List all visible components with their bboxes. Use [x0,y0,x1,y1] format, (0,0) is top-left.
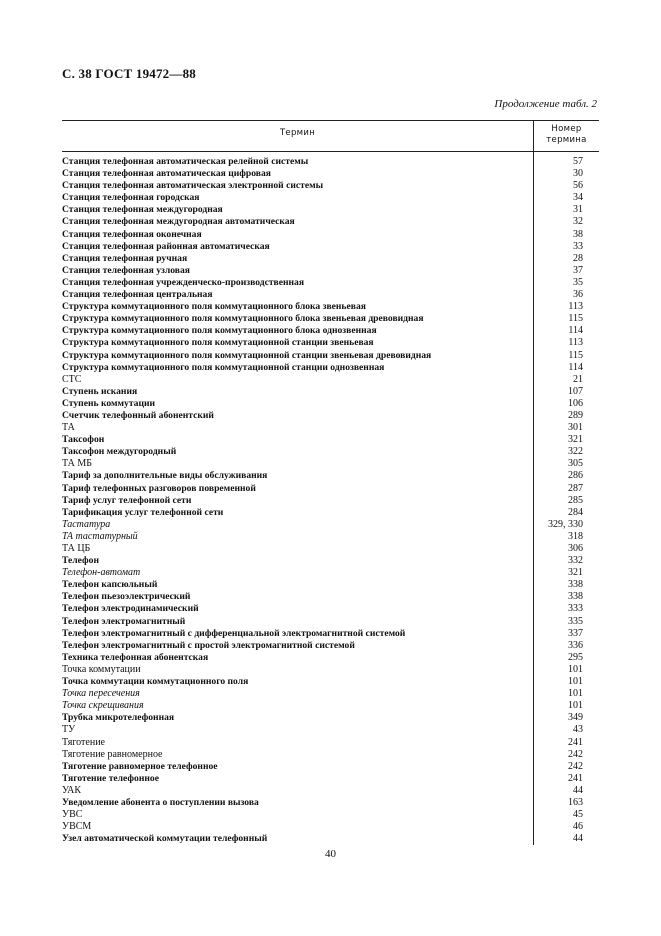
term-number-cell: 101 [568,663,583,675]
table-continued-label: Продолжение табл. 2 [494,98,597,110]
term-number-cell: 43 [573,724,583,736]
term-cell: Станция телефонная междугородная [62,204,223,216]
term-number-cell: 21 [573,373,583,385]
table-row [62,616,599,628]
term-cell: Структура коммутационного поля коммутационной станции однозвенная [62,361,385,373]
term-number-cell: 31 [573,204,583,216]
table-row [62,640,599,652]
term-cell: Телефон капсюльный [62,579,158,591]
table-row [62,507,599,519]
term-cell: Структура коммутационного поля коммутационного блока однозвенная [62,325,377,337]
term-number-cell: 36 [573,289,583,301]
table-row [62,241,599,253]
term-number-cell: 37 [573,264,583,276]
table-row [62,156,599,168]
term-cell: Телефон [62,555,100,567]
table-row [62,192,599,204]
table-row [62,724,599,736]
table-row [62,519,599,531]
term-number-cell: 338 [568,591,583,603]
term-number-cell: 115 [568,313,583,325]
table-row [62,410,599,422]
table-row [62,797,599,809]
term-cell: Тариф за дополнительные виды обслуживания [62,470,268,482]
table-row [62,229,599,241]
table-row [62,434,599,446]
term-number-cell: 45 [573,809,583,821]
term-cell: СТС [62,373,82,385]
term-cell: Телефон-автомат [62,567,141,579]
term-number-cell: 106 [568,397,583,409]
term-number-cell: 335 [568,615,583,627]
table-header [62,121,599,152]
table-row [62,301,599,313]
term-cell: Ступень коммутации [62,397,156,409]
table-row [62,749,599,761]
table-row [62,579,599,591]
term-number-cell: 301 [568,422,583,434]
term-number-cell: 32 [573,216,583,228]
term-number-cell: 46 [573,821,583,833]
table-body [62,152,599,845]
table-row [62,325,599,337]
term-number-cell: 38 [573,228,583,240]
term-number-cell: 322 [568,446,583,458]
term-number-cell: 101 [568,688,583,700]
term-number-cell: 305 [568,458,583,470]
term-cell: Точка пересечения [62,688,140,700]
term-cell: Тяготение телефонное [62,772,159,784]
term-cell: Тяготение [62,736,105,748]
term-cell: Точка коммутации [62,663,141,675]
term-number-cell: 101 [568,676,583,688]
table-row [62,652,599,664]
term-number-cell: 241 [568,772,583,784]
page-header: С. 38 ГОСТ 19472—88 [62,66,196,81]
table-row [62,495,599,507]
table-row [62,543,599,555]
table-row [62,386,599,398]
term-cell: Телефон электродинамический [62,603,199,615]
term-cell: Станция телефонная оконечная [62,228,202,240]
term-number-cell: 329, 330 [548,518,583,530]
term-cell: ТА ЦБ [62,543,91,554]
term-number-cell: 286 [568,470,583,482]
table-row [62,350,599,362]
term-number-cell: 338 [568,579,583,591]
term-cell: Узел автоматической коммутации телефонный [62,833,268,845]
table-row [62,567,599,579]
table-row [62,591,599,603]
term-number-cell: 113 [568,337,583,349]
term-cell: Станция телефонная автоматическая релейной системы [62,156,309,167]
term-cell: Станция телефонная автоматическая электронной системы [62,180,324,192]
table-row [62,253,599,265]
table-row [62,628,599,640]
term-cell: Структура коммутационного поля коммутационной станции звеньевая [62,337,374,349]
table-row [62,809,599,821]
term-number-cell: 115 [568,349,583,361]
table-row [62,313,599,325]
term-cell: УВС [62,809,83,821]
table-row [62,833,599,845]
term-number-cell: 114 [568,325,583,337]
term-number-cell: 318 [568,530,583,542]
term-cell: Трубка микротелефонная [62,712,175,724]
term-cell: Тяготение равномерное телефонное [62,760,218,772]
number-column-header [533,121,599,151]
term-cell: Станция телефонная междугородная автоматическая [62,216,295,228]
term-number-cell: 44 [573,833,583,845]
term-number-cell: 114 [568,361,583,373]
term-number-cell: 336 [568,639,583,651]
term-number-cell: 34 [573,192,583,204]
term-number-cell: 28 [573,252,583,264]
term-column-header: Термин [279,128,316,138]
term-number-cell: 241 [568,736,583,748]
table-row [62,664,599,676]
number-column-header-line2: термина [546,135,587,145]
table-row [62,531,599,543]
term-number-cell: 284 [568,506,583,518]
table-row [62,470,599,482]
table-row [62,265,599,277]
term-number-cell: 332 [568,555,583,567]
term-cell: Тастатура [62,518,111,530]
table-row [62,688,599,700]
term-number-cell: 107 [568,385,583,397]
term-number-cell: 242 [568,748,583,760]
table-row [62,676,599,688]
term-number-cell: 33 [573,240,583,252]
terms-index-table [62,120,599,845]
term-cell: УВСМ [62,821,92,833]
term-cell: Таксофон междугородный [62,446,177,458]
term-number-cell: 35 [573,276,583,288]
table-row [62,337,599,349]
table-row [62,458,599,470]
table-row [62,712,599,724]
table-row [62,168,599,180]
table-row [62,555,599,567]
term-cell: Структура коммутационного поля коммутационного блока звеньевая древовидная [62,313,424,325]
term-number-cell: 295 [568,651,583,663]
term-number-cell: 289 [568,409,583,421]
term-cell: Тариф услуг телефонной сети [62,494,192,506]
term-cell: Тариф телефонных разговоров повременной [62,482,256,494]
term-number-cell: 337 [568,627,583,639]
term-number-cell: 44 [573,784,583,796]
term-number-cell: 321 [568,567,583,579]
table-row [62,180,599,192]
table-row [62,761,599,773]
term-number-cell: 287 [568,482,583,494]
term-cell: ТА тастатурный [62,530,138,542]
term-cell: Станция телефонная районная автоматическая [62,240,270,252]
term-cell: Тяготение равномерное [62,748,163,760]
term-cell: Точка коммутации коммутационного поля [62,676,249,688]
term-number-cell: 57 [573,156,583,167]
table-row [62,603,599,615]
term-cell: Тарификация услуг телефонной сети [62,506,224,518]
table-row [62,204,599,216]
term-cell: Техника телефонная абонентская [62,651,209,663]
term-number-cell: 285 [568,494,583,506]
number-column-header-line1: Номер [551,124,582,134]
term-cell: Точка скрещивания [62,700,144,712]
term-cell: Станция телефонная автоматическая цифровая [62,168,271,180]
table-row [62,773,599,785]
table-row [62,483,599,495]
term-number-cell: 306 [568,543,583,554]
term-number-cell: 242 [568,760,583,772]
term-cell: Телефон электромагнитный [62,615,186,627]
term-cell: ТА МБ [62,458,92,470]
term-cell: Телефон пьезоэлектрический [62,591,191,603]
table-row [62,821,599,833]
table-row [62,785,599,797]
table-row [62,374,599,386]
term-number-cell: 321 [568,434,583,446]
table-row [62,446,599,458]
term-cell: Телефон электромагнитный с дифференциальной электромагнитной системой [62,627,406,639]
term-cell: Ступень искания [62,385,138,397]
table-row [62,216,599,228]
term-cell: ТА [62,422,75,434]
table-row [62,289,599,301]
table-row [62,362,599,374]
term-number-cell: 349 [568,712,583,724]
term-cell: ТУ [62,724,76,736]
table-row [62,422,599,434]
term-number-cell: 30 [573,168,583,180]
term-cell: Станция телефонная узловая [62,264,190,276]
term-cell: Структура коммутационного поля коммутационной станции звеньевая древовидная [62,349,432,361]
table-row [62,700,599,712]
term-cell: Станция телефонная центральная [62,289,213,301]
term-cell: Станция телефонная ручная [62,252,188,264]
term-cell: Таксофон [62,434,105,446]
term-number-cell: 333 [568,603,583,615]
table-row [62,277,599,289]
term-cell: Структура коммутационного поля коммутационного блока звеньевая [62,301,366,313]
term-cell: Телефон электромагнитный с простой электромагнитной системой [62,639,355,651]
table-row [62,737,599,749]
page-number: 40 [325,848,336,860]
term-cell: Счетчик телефонный абонентский [62,409,214,421]
term-number-cell: 163 [568,796,583,808]
term-number-cell: 113 [568,301,583,313]
table-row [62,398,599,410]
term-cell: Станция телефонная учрежденческо-производственная [62,276,305,288]
term-cell: Уведомление абонента о поступлении вызова [62,796,259,808]
term-number-cell: 101 [568,700,583,712]
term-number-cell: 56 [573,180,583,192]
term-cell: УАК [62,784,82,796]
term-cell: Станция телефонная городская [62,192,200,204]
